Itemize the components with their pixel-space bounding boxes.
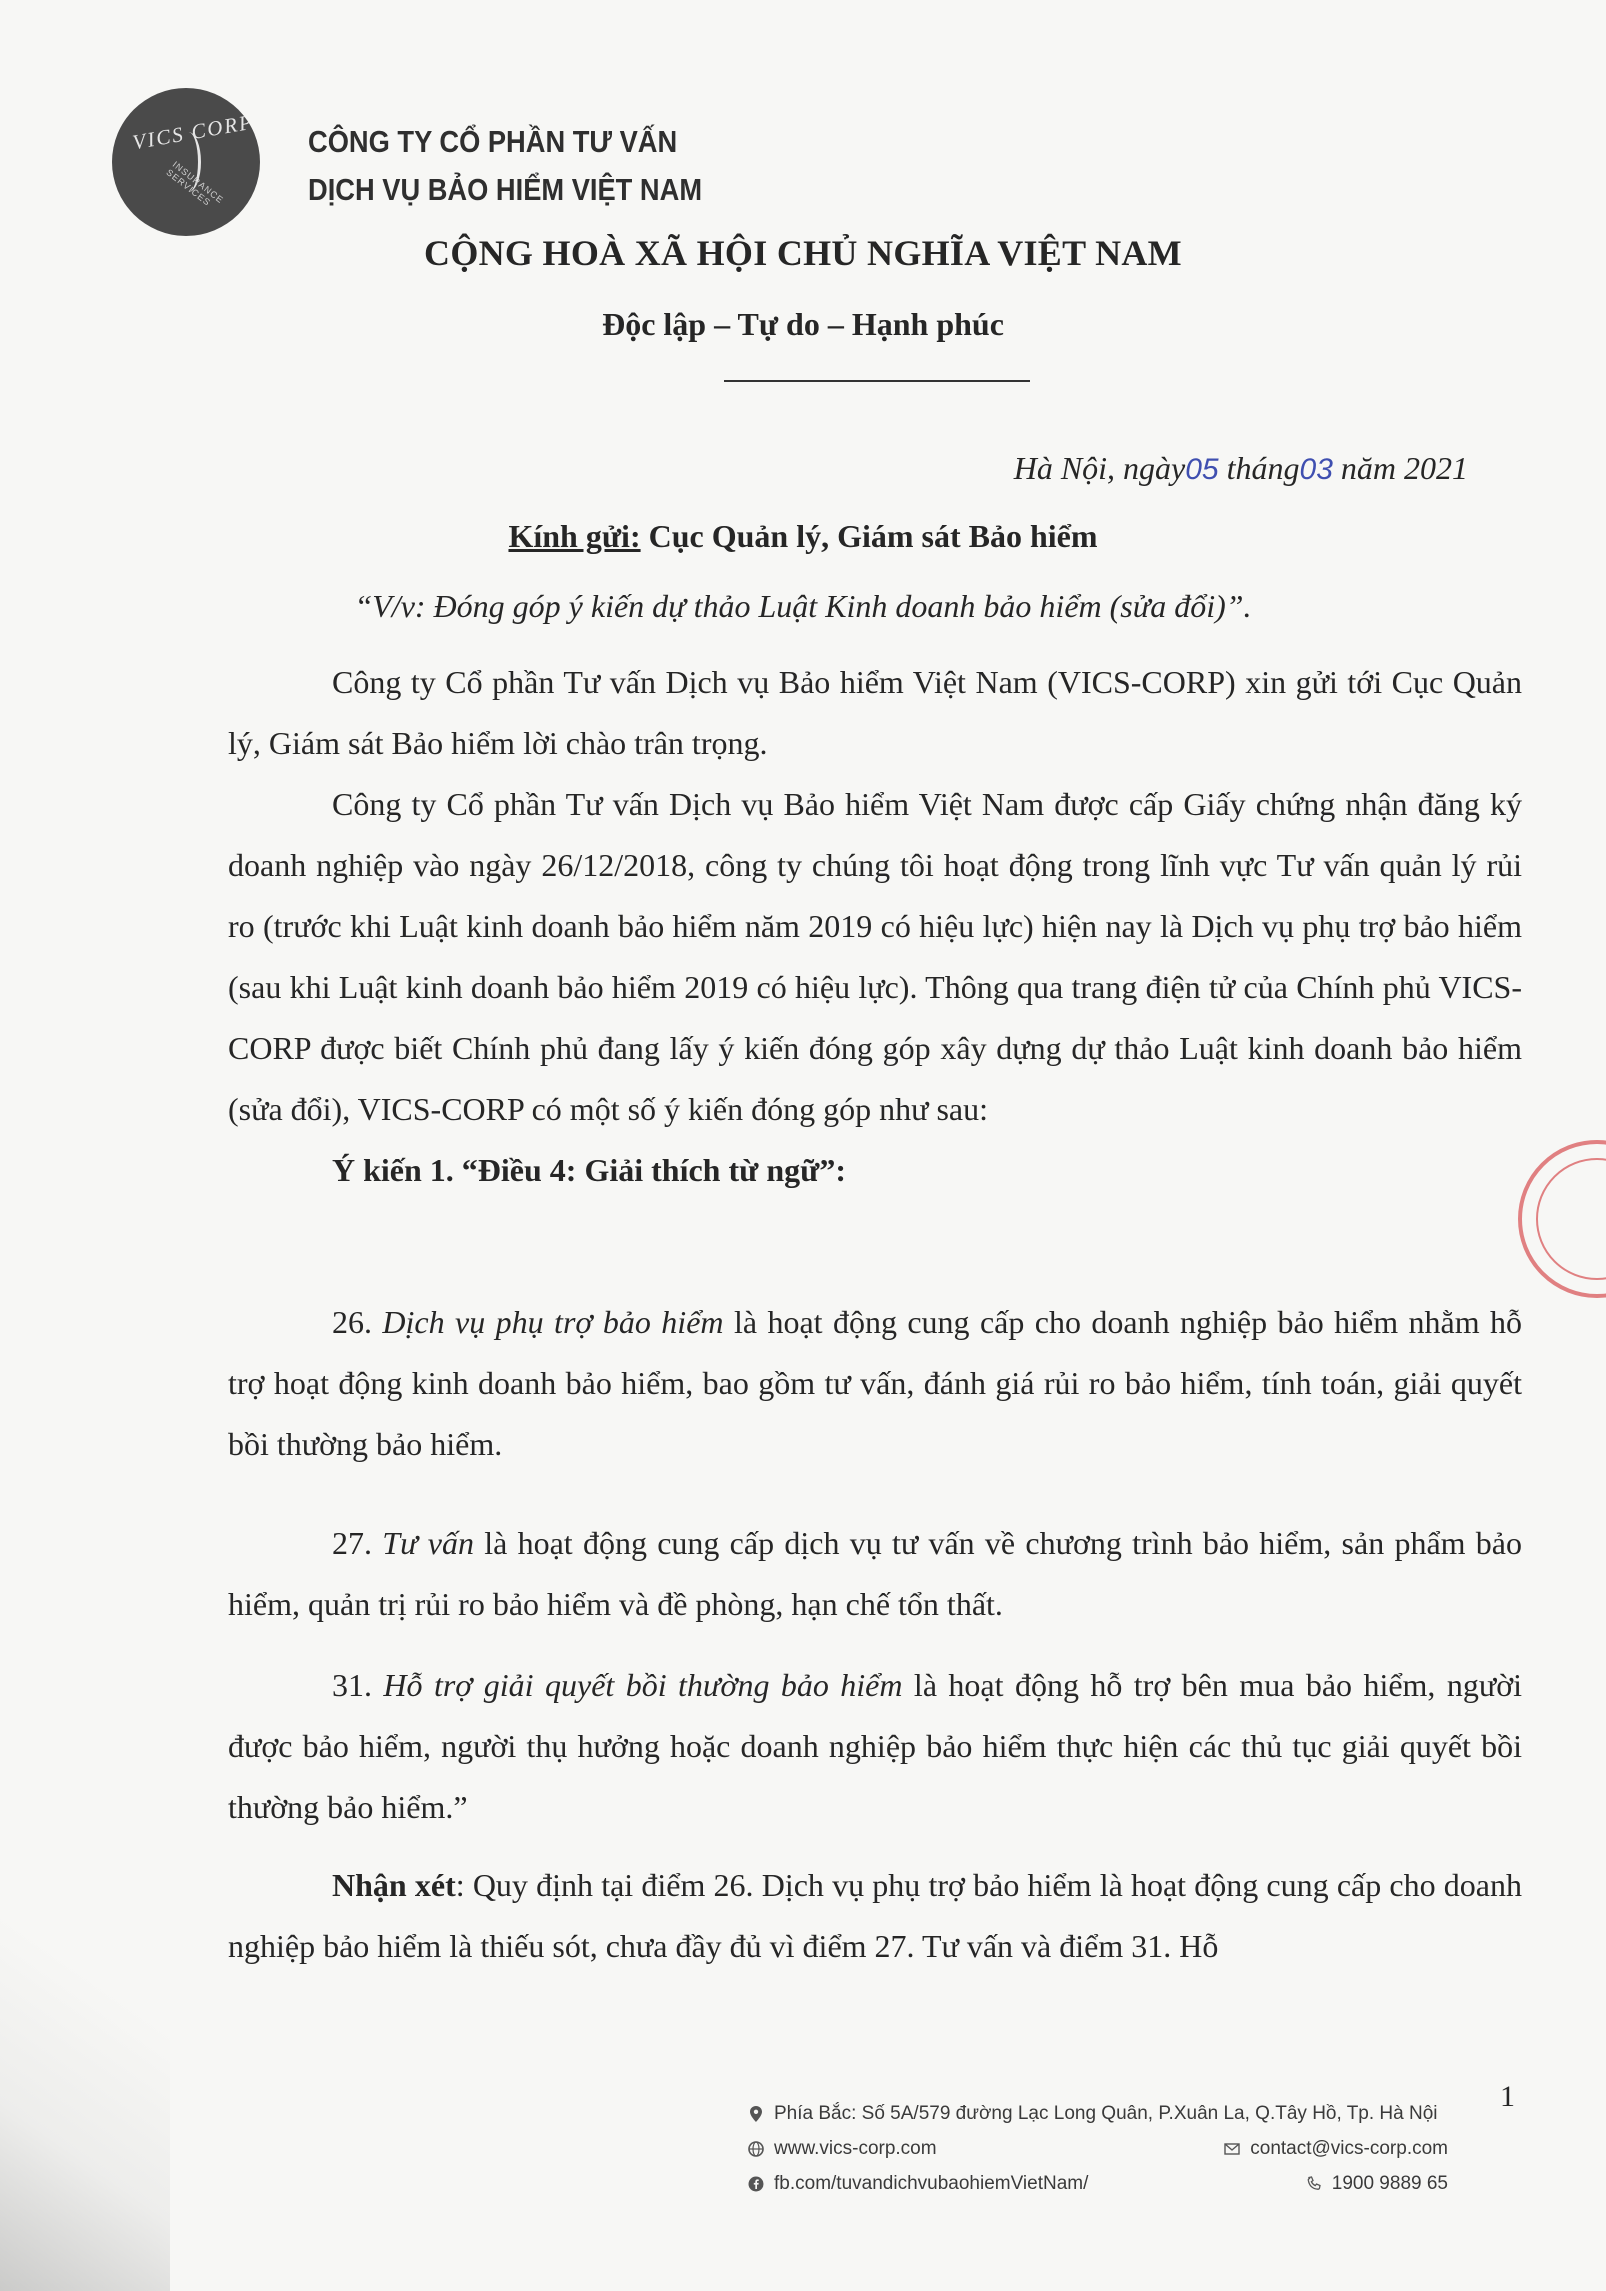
footer-website-text: www.vics-corp.com xyxy=(774,2138,937,2159)
footer-address-text: Phía Bắc: Số 5A/579 đường Lạc Long Quân, P.Xuân La, Q.Tây Hồ, Tp. Hà Nội xyxy=(774,2103,1438,2124)
scan-shadow xyxy=(0,1871,170,2291)
footer-row-web xyxy=(748,2131,1448,2166)
motto-underline xyxy=(724,380,1030,382)
item-31-number: 31. xyxy=(332,1667,372,1703)
item-27-term: Tư vấn xyxy=(382,1525,474,1561)
globe-icon xyxy=(748,2141,764,2157)
paragraph-greeting: Công ty Cổ phần Tư vấn Dịch vụ Bảo hiểm Việt Nam (VICS-CORP) xin gửi tới Cục Quản lý, Giám sát Bảo hiểm lời chào trân trọng. xyxy=(228,664,1522,761)
definition-31-text xyxy=(228,1655,1522,1838)
item-31-term: Hỗ trợ giải quyết bồi thường bảo hiểm xyxy=(383,1667,903,1703)
paragraph-company-background: Công ty Cổ phần Tư vấn Dịch vụ Bảo hiểm Việt Nam được cấp Giấy chứng nhận đăng ký doanh nghiệp vào ngày 26/12/2018, công ty chúng tôi hoạt động trong lĩnh vực Tư vấn quản lý rủi ro (trước khi Luật kinh doanh bảo hiểm năm 2019 có hiệu lực) hiện nay là Dịch vụ phụ trợ bảo hiểm (sau khi Luật kinh doanh bảo hiểm 2019 có hiệu lực). Thông qua trang điện tử của Chính phủ VICS-CORP được biết Chính phủ đang lấy ý kiến đóng góp xây dựng dự thảo Luật kinh doanh bảo hiểm (sửa đổi), VICS-CORP có một số ý kiến đóng góp như sau: xyxy=(228,786,1522,1127)
facebook-icon xyxy=(748,2176,764,2192)
dateline xyxy=(1014,450,1468,487)
item-26-definition: là hoạt động cung cấp cho doanh nghiệp bảo hiểm nhằm hỗ trợ hoạt động kinh doanh bảo hiểm, bao gồm tư vấn, đánh giá rủi ro bảo hiểm, tính toán, giải quyết bồi thường bảo hiểm. xyxy=(228,1304,1523,1462)
national-motto: Độc lập – Tự do – Hạnh phúc xyxy=(602,306,1004,342)
item-26-number: 26. xyxy=(332,1304,372,1340)
dateline-month-label: tháng xyxy=(1226,450,1300,486)
item-27-definition: là hoạt động cung cấp dịch vụ tư vấn về chương trình bảo hiểm, sản phẩm bảo hiểm, quản trị rủi ro bảo hiểm và đề phòng, hạn chế tổn thất. xyxy=(228,1525,1523,1622)
recipient-line xyxy=(0,518,1606,555)
logo-subtext: INSURANCE SERVICES xyxy=(164,159,226,208)
phone-icon xyxy=(1306,2176,1322,2192)
recipient-label: Kính gửi: xyxy=(508,518,641,554)
envelope-icon xyxy=(1224,2141,1240,2157)
footer-facebook[interactable] xyxy=(748,2166,1088,2201)
opinion-heading: Ý kiến 1. “Điều 4: Giải thích từ ngữ”: xyxy=(332,1152,846,1188)
footer-email-text: contact@vics-corp.com xyxy=(1250,2138,1448,2159)
logo-text: VICS CORP xyxy=(130,109,256,155)
definition-item-27 xyxy=(228,1513,1522,1635)
footer-facebook-text: fb.com/tuvandichvubaohiemVietNam/ xyxy=(774,2173,1089,2194)
footer-phone[interactable] xyxy=(1306,2166,1448,2201)
footer-address xyxy=(748,2096,1438,2131)
red-stamp-edge xyxy=(1518,1140,1606,1298)
company-name-line2: DỊCH VỤ BẢO HIỂM VIỆT NAM xyxy=(308,172,703,207)
comment-text: : Quy định tại điểm 26. Dịch vụ phụ trợ bảo hiểm là hoạt động cung cấp cho doanh nghiệp bảo hiểm là thiếu sót, chưa đầy đủ vì điểm 27. Tư vấn và điểm 31. Hỗ xyxy=(228,1867,1523,1964)
letterhead-footer xyxy=(748,2096,1448,2201)
footer-row-address xyxy=(748,2096,1448,2131)
company-name-line1: CÔNG TY CỔ PHẦN TƯ VẤN xyxy=(308,124,678,159)
national-title: CỘNG HOÀ XÃ HỘI CHỦ NGHĨA VIỆT NAM xyxy=(424,233,1182,273)
footer-row-social xyxy=(748,2166,1448,2201)
handwritten-month: 03 xyxy=(1299,453,1333,486)
definition-26-text xyxy=(228,1292,1522,1475)
handwritten-day: 05 xyxy=(1185,453,1219,486)
comment-label: Nhận xét xyxy=(332,1867,456,1903)
body-section-intro xyxy=(228,652,1522,1201)
company-name xyxy=(308,118,702,214)
company-logo xyxy=(112,88,260,236)
item-26-term: Dịch vụ phụ trợ bảo hiểm xyxy=(382,1304,724,1340)
definition-item-31 xyxy=(228,1655,1522,1838)
subject-line: “V/v: Đóng góp ý kiến dự thảo Luật Kinh doanh bảo hiểm (sửa đổi)”. xyxy=(354,588,1252,624)
recipient-name: Cục Quản lý, Giám sát Bảo hiểm xyxy=(648,518,1098,554)
footer-website[interactable] xyxy=(748,2131,937,2166)
definition-item-26 xyxy=(228,1292,1522,1475)
definition-27-text xyxy=(228,1513,1522,1635)
comment-paragraph xyxy=(228,1855,1522,1977)
footer-phone-text: 1900 9889 65 xyxy=(1331,2173,1448,2194)
footer-email[interactable] xyxy=(1224,2131,1448,2166)
location-pin-icon xyxy=(748,2106,764,2122)
comment-section xyxy=(228,1855,1522,1977)
page-number: 1 xyxy=(1500,2080,1515,2113)
dateline-prefix: Hà Nội, ngày xyxy=(1013,450,1186,486)
dateline-year: năm 2021 xyxy=(1340,450,1468,486)
item-27-number: 27. xyxy=(332,1525,372,1561)
item-31-definition: là hoạt động hỗ trợ bên mua bảo hiểm, người được bảo hiểm, người thụ hưởng hoặc doanh nghiệp bảo hiểm thực hiện các thủ tục giải quyết bồi thường bảo hiểm.” xyxy=(228,1667,1523,1825)
